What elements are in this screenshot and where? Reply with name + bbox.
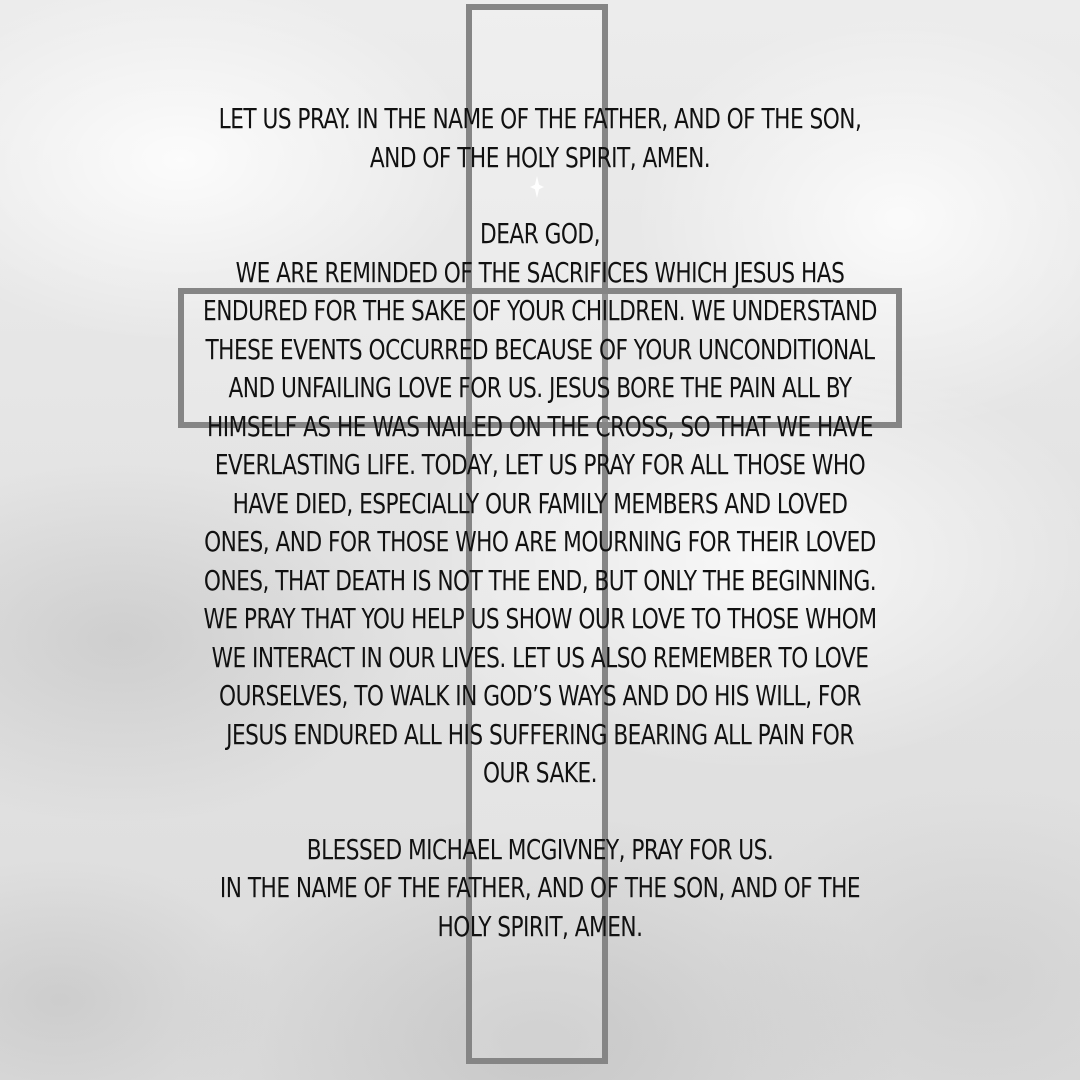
closing-line: BLESSED MICHAEL MCGIVNEY, PRAY FOR US. [306, 832, 774, 866]
closing-line: IN THE NAME OF THE FATHER, AND OF THE SON, AND OF THE [219, 871, 861, 904]
body-line: WE INTERACT IN OUR LIVES. LET US ALSO REMEMBER TO LOVE [211, 640, 869, 674]
body-line: EVERLASTING LIFE. TODAY, LET US PRAY FOR ALL THOSE WHO [214, 448, 866, 481]
body-line: ONES, AND FOR THOSE WHO ARE MOURNING FOR THEIR LOVED [204, 525, 876, 558]
paragraph-gap [76, 177, 1005, 215]
body-line: OURSELVES, TO WALK IN GOD’S WAYS AND DO HIS WILL, FOR [219, 679, 861, 712]
body-line: OUR SAKE. [482, 756, 597, 789]
opening-line: AND OF THE HOLY SPIRIT, AMEN. [369, 140, 711, 174]
body-line: WE PRAY THAT YOU HELP US SHOW OUR LOVE TO THOSE WHOM [203, 602, 877, 635]
body-line: HIMSELF AS HE WAS NAILED ON THE CROSS, SO THAT WE HAVE [207, 409, 873, 443]
body-line: JESUS ENDURED ALL HIS SUFFERING BEARING ALL PAIN FOR [226, 717, 854, 751]
prayer-text [76, 100, 1005, 946]
body-line: THESE EVENTS OCCURRED BECAUSE OF YOUR UNCONDITIONAL [205, 332, 875, 366]
body-line: AND UNFAILING LOVE FOR US. JESUS BORE THE PAIN ALL BY [228, 371, 852, 404]
closing-line: HOLY SPIRIT, AMEN. [437, 909, 643, 943]
body-line: ENDURED FOR THE SAKE OF YOUR CHILDREN. WE UNDERSTAND [203, 294, 877, 327]
opening-line: LET US PRAY. IN THE NAME OF THE FATHER, AND OF THE SON, [218, 102, 862, 135]
body-line: HAVE DIED, ESPECIALLY OUR FAMILY MEMBERS AND LOVED [232, 486, 848, 520]
salutation: DEAR GOD, [480, 217, 600, 250]
body-line: ONES, THAT DEATH IS NOT THE END, BUT ONLY THE BEGINNING. [203, 563, 877, 597]
paragraph-gap [76, 793, 1005, 831]
body-line: WE ARE REMINDED OF THE SACRIFICES WHICH JESUS HAS [235, 255, 845, 289]
